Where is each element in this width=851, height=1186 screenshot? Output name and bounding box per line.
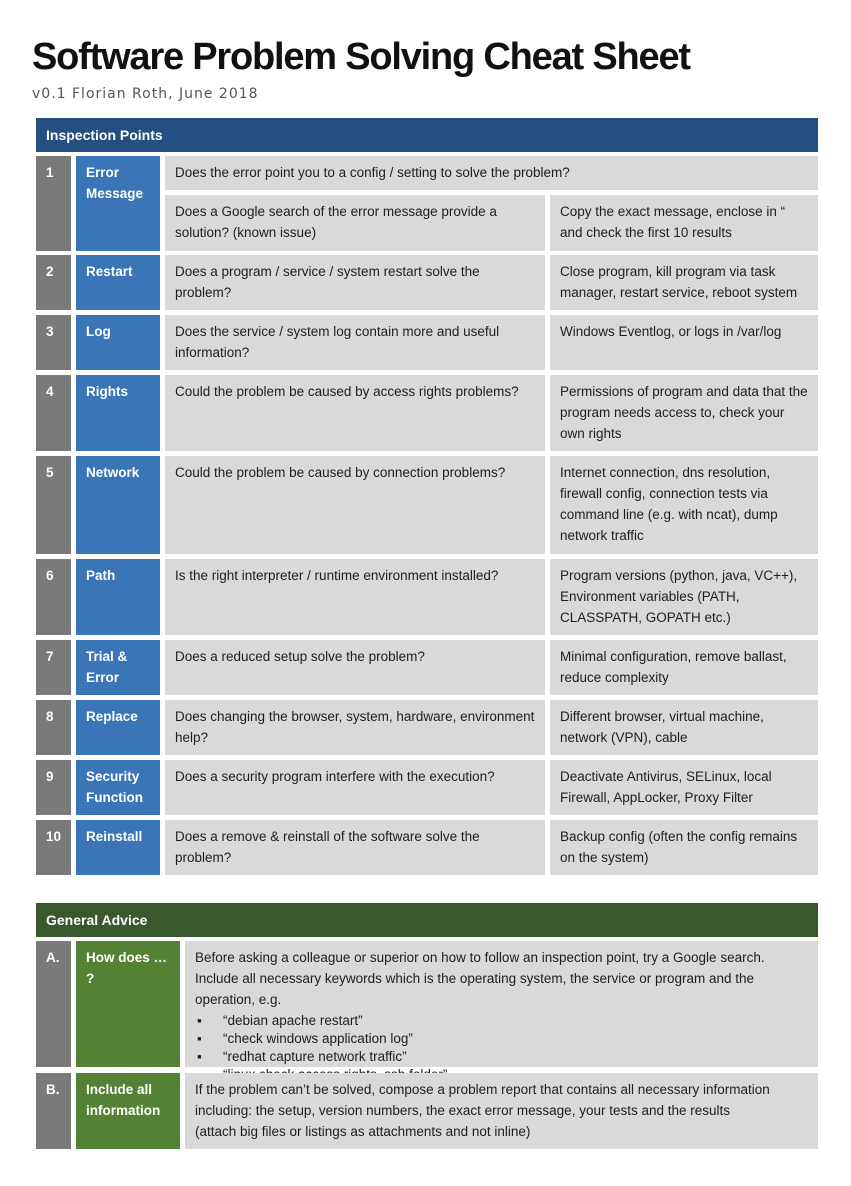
row-question: Does a remove & reinstall of the software solve the problem? (165, 820, 545, 875)
row-category: Restart (76, 255, 160, 310)
row-category: Reinstall (76, 820, 160, 875)
row-category: Error Message (76, 156, 160, 251)
row-category: Network (76, 456, 160, 554)
advice-number: B. (36, 1073, 71, 1149)
advice-note: (attach big files or listings as attachments and not inline) (195, 1124, 531, 1139)
row-hint: Program versions (python, java, VC++), Environment variables (PATH, CLASSPATH, GOPATH etc.) (550, 559, 818, 635)
row-question: Could the problem be caused by access rights problems? (165, 375, 545, 451)
row-hint: Internet connection, dns resolution, firewall config, connection tests via command line (e.g. with ncat), dump network traffic (550, 456, 818, 554)
row-hint: Windows Eventlog, or logs in /var/log (550, 315, 818, 370)
row-hint: Different browser, virtual machine, network (VPN), cable (550, 700, 818, 755)
row-number: 3 (36, 315, 71, 370)
row-question: Does a security program interfere with the execution? (165, 760, 545, 815)
row-number: 9 (36, 760, 71, 815)
page-title: Software Problem Solving Cheat Sheet (32, 36, 690, 78)
row-hint: Copy the exact message, enclose in “ and check the first 10 results (550, 195, 818, 251)
advice-text: If the problem can’t be solved, compose a problem report that contains all necessary information including: the setup, version numbers, the exact error message, your tests and the results (195, 1082, 770, 1118)
row-hint: Backup config (often the config remains on the system) (550, 820, 818, 875)
advice-body (185, 1073, 818, 1149)
inspection-points-header: Inspection Points (36, 118, 818, 152)
advice-body (185, 941, 818, 1067)
row-number: 4 (36, 375, 71, 451)
row-category: Trial & Error (76, 640, 160, 695)
row-question: Does a Google search of the error message provide a solution? (known issue) (165, 195, 545, 251)
advice-category: How does … ? (76, 941, 180, 1067)
row-category: Log (76, 315, 160, 370)
row-question: Could the problem be caused by connection problems? (165, 456, 545, 554)
row-hint: Close program, kill program via task manager, restart service, reboot system (550, 255, 818, 310)
example-keyword: ▪ “debian apache restart” (195, 1012, 808, 1030)
advice-text: Before asking a colleague or superior on how to follow an inspection point, try a Google search. Include all necessary keywords which is the operating system, the service or program and the operation, e.g. (195, 950, 765, 1007)
row-question: Does the error point you to a config / setting to solve the problem? (165, 156, 818, 190)
row-category: Replace (76, 700, 160, 755)
row-category: Rights (76, 375, 160, 451)
row-number: 8 (36, 700, 71, 755)
example-keyword: ▪ “redhat capture network traffic” (195, 1048, 808, 1066)
row-question: Does changing the browser, system, hardware, environment help? (165, 700, 545, 755)
row-question: Is the right interpreter / runtime environment installed? (165, 559, 545, 635)
row-question: Does the service / system log contain more and useful information? (165, 315, 545, 370)
row-category: Security Function (76, 760, 160, 815)
row-question: Does a program / service / system restart solve the problem? (165, 255, 545, 310)
row-hint: Deactivate Antivirus, SELinux, local Firewall, AppLocker, Proxy Filter (550, 760, 818, 815)
row-question: Does a reduced setup solve the problem? (165, 640, 545, 695)
advice-category: Include all information (76, 1073, 180, 1149)
page-subtitle: v0.1 Florian Roth, June 2018 (32, 86, 259, 102)
row-number: 5 (36, 456, 71, 554)
advice-number: A. (36, 941, 71, 1067)
row-number: 10 (36, 820, 71, 875)
row-number: 7 (36, 640, 71, 695)
row-number: 2 (36, 255, 71, 310)
row-hint: Permissions of program and data that the program needs access to, check your own rights (550, 375, 818, 451)
example-keyword: ▪ “check windows application log” (195, 1030, 808, 1048)
row-hint: Minimal configuration, remove ballast, reduce complexity (550, 640, 818, 695)
general-advice-header: General Advice (36, 903, 818, 937)
row-number: 6 (36, 559, 71, 635)
row-category: Path (76, 559, 160, 635)
row-number: 1 (36, 156, 71, 251)
